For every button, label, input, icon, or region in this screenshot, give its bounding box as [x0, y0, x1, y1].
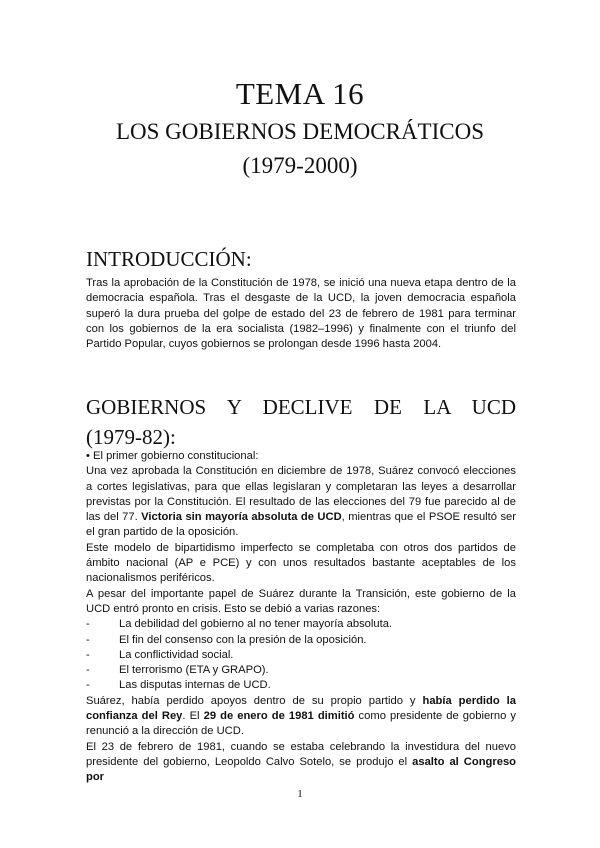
dash-marker: - — [86, 633, 90, 646]
list-item-text: La conflictividad social. — [119, 648, 234, 661]
paragraph-1-bold: Victoria sin mayoría absoluta de UCD — [141, 511, 342, 524]
page-number: 1 — [297, 788, 303, 800]
list-item — [86, 648, 516, 663]
intro-section — [86, 276, 516, 352]
list-item — [86, 678, 516, 693]
paragraph-4-text-2: . El — [182, 710, 204, 723]
list-item-text: El fin del consenso con la presión de la oposición. — [119, 633, 367, 646]
list-item — [86, 617, 516, 632]
paragraph-5-text: El 23 de febrero de 1981, cuando se estaba celebrando la investidura del nuevo presidente del gobierno, Leopoldo Calvo Sotelo, se produjo el — [86, 740, 516, 768]
page-title: TEMA 16 — [235, 76, 365, 111]
paragraph-1-end: , mientras que el PSOE resultó ser el gran partido de la oposición. — [86, 511, 516, 539]
paragraph-4-bold-2: 29 de enero de 1981 dimitió — [203, 710, 355, 723]
list-item — [86, 663, 516, 678]
paragraph-3: A pesar del importante papel de Suárez durante la Transición, este gobierno de la UCD entró pronto en crisis. Esto se debió a varias razones: — [86, 587, 516, 615]
list-item-text: El terrorismo (ETA y GRAPO). — [119, 664, 269, 677]
page-subtitle: LOS GOBIERNOS DEMOCRÁTICOS — [115, 119, 485, 144]
paragraph-1-text: Una vez aprobada la Constitución en diciembre de 1978, Suárez convocó elecciones a cortes legislativas, para que ellas legislaran y completaran las leyes a desarrollar previstas por la Constitución. El resultado de las elecciones del 79 fue parecido al de las del 77. — [86, 465, 516, 524]
paragraph-2: Este modelo de bipartidismo imperfecto se completaba con otros dos partidos de ámbito nacional (AP e PCE) y con unos resultados bastante aceptables de los nacionalismos periféricos. — [86, 541, 516, 585]
page-date-range: (1979-2000) — [242, 153, 358, 178]
ucd-heading-line1: GOBIERNOS Y DECLIVE DE LA UCD — [86, 395, 516, 419]
paragraph-4-end: como presidente de gobierno y renunció a la dirección de UCD. — [86, 710, 516, 738]
intro-heading: INTRODUCCIÓN: — [86, 247, 252, 271]
dash-marker: - — [86, 664, 90, 677]
paragraph-4-text: Suárez, había perdido apoyos dentro de su propio partido y — [86, 694, 423, 707]
dash-marker: - — [86, 648, 90, 661]
paragraph-4 — [86, 694, 516, 740]
ucd-subheading: • El primer gobierno constitucional: — [86, 450, 259, 462]
list-item-text: La debilidad del gobierno al no tener mayoría absoluta. — [119, 618, 393, 631]
ucd-section — [86, 449, 516, 786]
ucd-heading — [86, 392, 516, 452]
paragraph-1 — [86, 464, 516, 540]
reasons-list — [86, 617, 516, 693]
list-item-text: Las disputas internas de UCD. — [119, 679, 271, 692]
paragraph-4-bold-1: había perdido la confianza del Rey — [86, 694, 516, 723]
ucd-heading-line2: (1979-82): — [86, 425, 176, 449]
title-block — [0, 76, 600, 182]
dash-marker: - — [86, 618, 90, 631]
dash-marker: - — [86, 679, 90, 692]
paragraph-5-bold: asalto al Congreso por — [86, 755, 516, 784]
intro-paragraph: Tras la aprobación de la Constitución de 1978, se inició una nueva etapa dentro de la democracia española. Tras el desgaste de la UCD, la joven democracia española superó la dura prueba del golpe de estado del 23 de febrero de 1981 para terminar con los gobiernos de la era socialista (1982–1996) y finalmente con el triunfo del Partido Popular, cuyos gobiernos se prolongan desde 1996 hasta 2004. — [86, 277, 516, 351]
list-item — [86, 633, 516, 648]
paragraph-5 — [86, 740, 516, 786]
